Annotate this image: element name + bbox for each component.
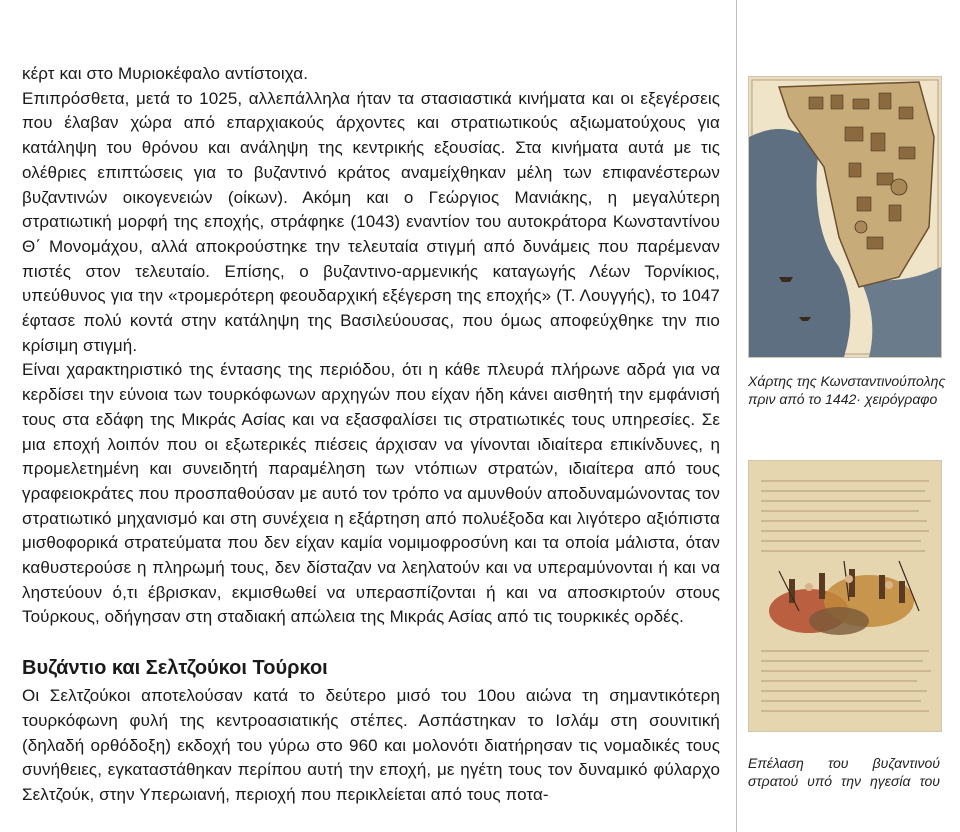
- column-divider: [736, 0, 737, 832]
- manuscript-caption: Επέλαση του βυζαντινού στρατού υπό την ηγεσία του: [748, 755, 940, 789]
- section-paragraph-seljuks: Οι Σελτζούκοι αποτελούσαν κατά το δεύτερο μισό του 10ου αιώνα τη σημαντικότερη τουρκόφωνη φυλή της κεντροασιατικής στέπες. Ασπάστηκαν το Ισλάμ στη σουνιτική (δηλαδή ορθόδοξη) εκδοχή του γύρω στο 960 και μολονότι διατήρησαν τις νομαδικές τους συνήθειες, εγκαταστάθηκαν περίπου αυτή την εποχή, με ηγέτη τους τον δυναμικό φύλαρχο Σελτζούκ, στην Υπερωιανή, περιοχή που περικλείεται από τους ποτα-: [22, 686, 720, 804]
- body-paragraph-continuation: κέρτ και στο Μυριοκέφαλο αντίστοιχα.: [22, 64, 309, 83]
- byzantine-army-manuscript-image: [748, 460, 942, 732]
- map-illustration: [749, 77, 941, 357]
- body-paragraph-revolts: Επιπρόσθετα, μετά το 1025, αλλεπάλληλα ήταν τα στασιαστικά κινήματα και οι εξεγέρσεις που έλαβαν χώρα από επαρχιακούς άρχοντες και στρατιωτικούς αξιωματούχους για κατάληψη του θρόνου και ανάληψη της κεντρικής εξουσίας. Στα κινήματα αυτά με τις ολέθριες επιπτώσεις για το βυζαντινό κράτος αναμείχθηκαν μέλη των επιφανέστερων βυζαντινών οικογενειών (οίκων). Ακόμη και ο Γεώργιος Μανιάκης, η μεγαλύτερη στρατιωτική μορφή της εποχής, στράφηκε (1043) εναντίον του αυτοκράτορα Κωνσταντίνου Θ΄ Μονομάχου, αλλά αποκρούστηκε την τελευταία στιγμή από δυνάμεις που παρέμεναν πιστές στον τελευταίο. Επίσης, ο βυζαντινο-αρμενικής καταγωγής Λέων Τορνίκιος, υπεύθυνος για την «τρομερότερη φεουδαρχική εξέγερση της εποχής» (Τ. Λουγγής), το 1047 έφτασε πολύ κοντά στην κατάληψη της Βασιλεύουσας, που όμως αποφεύχθηκε την πιο κρίσιμη στιγμή.: [22, 88, 720, 355]
- constantinople-map-image: [748, 76, 942, 358]
- main-text-column: [22, 62, 720, 808]
- map-caption: Χάρτης της Κωνσταντινούπολης πριν από το 1442· χειρόγραφο: [748, 373, 946, 407]
- manuscript-illustration: [749, 461, 941, 731]
- section-heading: Βυζάντιο και Σελτζούκοι Τούρκοι: [22, 657, 328, 680]
- body-paragraph-tension: Είναι χαρακτηριστικό της έντασης της περιόδου, ότι η κάθε πλευρά πλήρωνε αδρά για να κερδίσει την εύνοια των τουρκόφωνων αρχηγών που είχαν ήδη κάνει αισθητή την εμφάνισή τους στα εδάφη της Μικράς Ασίας και να εξασφαλίσει τις στρατιωτικές τους υπηρεσίες. Σε μια εποχή λοιπόν που οι εξωτερικές πιέσεις άρχισαν να γίνονται ιδιαίτερα επικίνδυνες, η προμελετημένη και συνειδητή παραμέληση των ντόπιων στρατών, ιδιαίτερα από τους γραφειοκράτες που προσπαθούσαν με αυτό τον τρόπο να αμυνθούν αποδυναμώνοντας τον στρατιωτικό μηχανισμό και στη συνέχεια η εξάρτηση από πολυέξοδα και λιγότερο αξιόπιστα μισθοφορικά στρατεύματα που δεν είχαν καμία νομιμοφροσύνη και τα οποία μάλιστα, όταν καθυστερούσε η πληρωμή τους, δεν δίσταζαν να λεηλατούν και να υπεραμύνονται ή και να ληστεύουν ό,τι έβρισκαν, εκμισθωθεί να υπερασπίζονται ή και να αποσκιρτούν στους Τούρκους, οδήγησαν στη σταδιακή απώλεια της Μικράς Ασίας από τις τουρκικές ορδές.: [22, 360, 720, 627]
